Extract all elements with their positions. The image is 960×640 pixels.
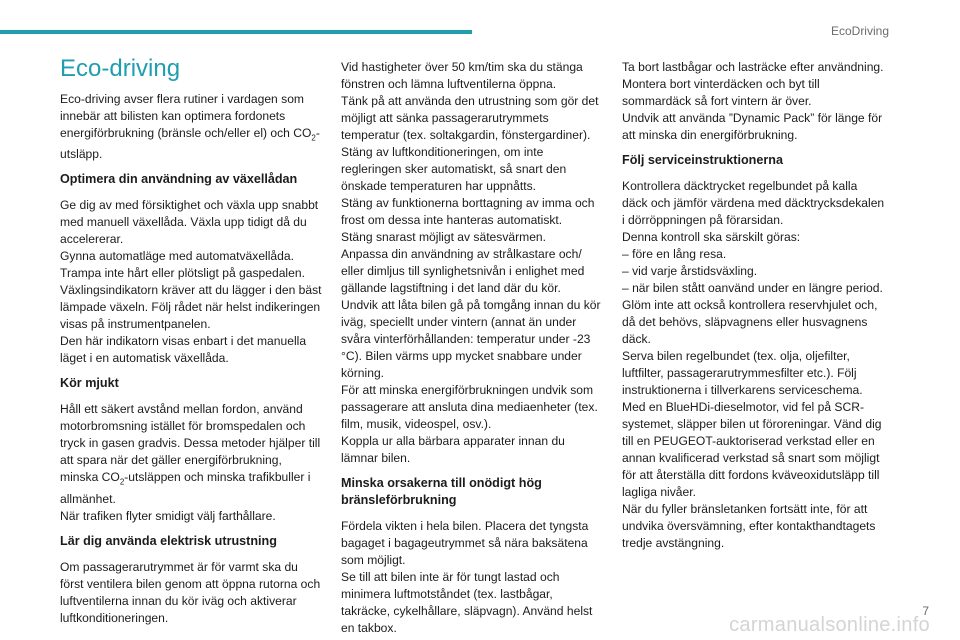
paragraph: Stäng av funktionerna borttagning av imma och frost om dessa inte hanteras automatiskt.	[341, 196, 595, 227]
paragraph: Denna kontroll ska särskilt göras:	[622, 230, 801, 244]
section-heading-elektrisk: Lär dig använda elektrisk utrustning	[60, 533, 277, 548]
column-3	[622, 59, 886, 552]
paragraph: Ta bort lastbågar och lasträcke efter användning.	[622, 60, 884, 74]
intro-text: Eco-driving avser flera rutiner i vardagen som innebär att bilisten kan optimera fordonets energiförbrukning (bränsle och/eller el) och CO	[60, 92, 312, 140]
paragraph: Växlingsindikatorn kräver att du lägger i den bäst lämpade växeln. Följ rådet när helst indikeringen visas på instrumentpanelen.	[60, 283, 322, 332]
paragraph: Ge dig av med försiktighet och växla upp snabbt med manuell växellåda. Växla upp tidigt då du accelererar.	[60, 198, 319, 247]
section-heading-mjukt: Kör mjukt	[60, 376, 119, 391]
list-item: – när bilen stått oanvänd under en längre period.	[622, 281, 883, 295]
paragraph: För att minska energiförbrukningen undvik som passagerare att ansluta dina mediaenheter (tex. film, musik, videospel, osv.).	[341, 383, 598, 431]
mjukt-subscript: 2	[119, 477, 125, 487]
page-number: 7	[922, 604, 929, 618]
paragraph: Med en BlueHDi-dieselmotor, vid fel på SCR-systemet, släpper bilen ut föroreningar. Vänd dig till en PEUGEOT-auktoriserad verkstad eller en annan kvalificerad verkstad så snart som möjligt för att återställa ditt fordons kväveoxidutsläpp till lagliga nivåer.	[622, 400, 882, 499]
intro-paragraph	[60, 91, 322, 163]
column-2	[341, 59, 603, 637]
section-heading-service: Följ serviceinstruktionerna	[622, 153, 783, 167]
paragraph: Undvik att låta bilen gå på tomgång innan du kör iväg, speciellt under vintern (annat än under svåra vinterförhållanden: temperatur under -23 °C). Bilen värms upp mycket snabbare under körning.	[341, 298, 601, 380]
list-item: – vid varje årstidsväxling.	[622, 264, 758, 278]
intro-text-end: -utsläpp.	[60, 126, 320, 162]
paragraph: Fördela vikten i hela bilen. Placera det tyngsta bagaget i bagageutrymmet så nära baksätena som möjligt.	[341, 519, 589, 567]
paragraph: När trafiken flyter smidigt välj farthållare.	[60, 508, 276, 523]
section-heading-vaxellada: Optimera din användning av växellådan	[60, 172, 298, 187]
watermark: carmanualsonline.info	[729, 614, 930, 636]
header-title: EcoDriving	[830, 24, 889, 38]
mjukt-text: Håll ett säkert avstånd mellan fordon, använd motorbromsning istället för bromspedalen och tryck in gasen gradvis. Dessa metoder hjälper till att spara när det gäller energiförbrukning, minska CO	[60, 402, 321, 485]
paragraph: Stäng av luftkonditioneringen, om inte regleringen sker automatiskt, så snart den önskade temperaturen har uppnåtts.	[341, 145, 567, 193]
paragraph: Undvik att använda ”Dynamic Pack” för länge för att minska din energiförbrukning.	[622, 111, 883, 142]
paragraph: Stäng snarast möjligt av sätesvärmen.	[341, 230, 547, 244]
mjukt-text-end: -utsläppen och minska trafikbuller i allmänhet.	[60, 470, 311, 506]
paragraph: Montera bort vinterdäcken och byt till sommardäck så fort vintern är över.	[622, 77, 820, 108]
paragraph	[60, 401, 322, 507]
column-1	[60, 56, 322, 627]
intro-subscript: 2	[311, 133, 316, 143]
header-accent-bar	[0, 30, 472, 34]
paragraph: Kontrollera däcktrycket regelbundet på kalla däck och jämför värdena med däcktrycksdekalen i dörröppningen på förarsidan.	[622, 179, 885, 227]
paragraph: Den här indikatorn visas enbart i det manuella läget i en automatisk växellåda.	[60, 334, 307, 366]
paragraph: När du fyller bränsletanken fortsätt inte, för att undvika översvämning, efter kontakthandtagets tredje avstängning.	[622, 502, 876, 550]
page-title: Eco-driving	[60, 55, 181, 82]
paragraph: Vid hastigheter över 50 km/tim ska du stänga fönstren och lämna luftventilerna öppna.	[341, 60, 583, 91]
paragraph: Serva bilen regelbundet (tex. olja, oljefilter, luftfilter, passagerarutrymmesfilter etc.). Följ instruktionerna i tillverkarens serviceschema.	[622, 349, 863, 397]
paragraph: Glöm inte att också kontrollera reservhjulet och, då det behövs, släpvagnens eller husvagnens däck.	[622, 298, 878, 346]
paragraph: Om passagerarutrymmet är för varmt ska du först ventilera bilen genom att öppna rutorna och luftventilerna innan du kör iväg och aktiverar luftkonditioneringen.	[60, 559, 321, 625]
paragraph: Anpassa din användning av strålkastare och/ eller dimljus till synlighetsnivån i enlighet med gällande lagstiftning i det land där du kör.	[341, 247, 585, 295]
paragraph: Gynna automatläge med automatväxellåda. Trampa inte hårt eller plötsligt på gaspedalen.	[60, 249, 305, 281]
paragraph: Tänk på att använda den utrustning som gör det möjligt att sänka passagerarutrymmets temperatur (tex. soltakgardin, fönstergardiner).	[341, 94, 599, 142]
paragraph: Se till att bilen inte är för tungt lastad och minimera luftmotståndet (tex. lastbågar, takräcke, cykelhållare, släpvagn). Använd helst en takbox.	[341, 570, 593, 635]
list-item: – före en lång resa.	[622, 247, 727, 261]
paragraph: Koppla ur alla bärbara apparater innan du lämnar bilen.	[341, 434, 565, 465]
section-heading-orsakerna: Minska orsakerna till onödigt hög bränsleförbrukning	[341, 476, 542, 507]
